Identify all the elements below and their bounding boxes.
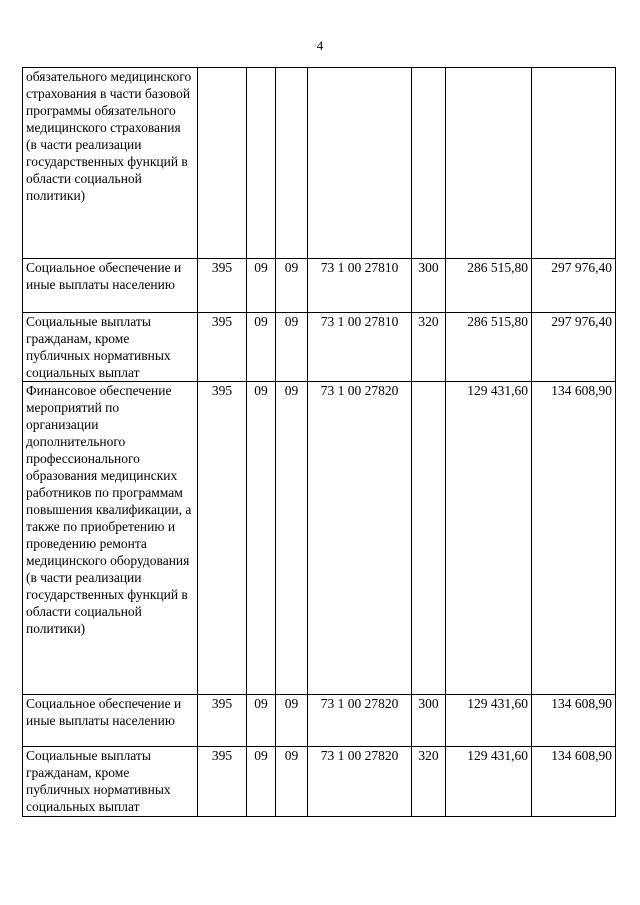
- target-article-cell: 73 1 00 27820: [308, 382, 412, 695]
- amount-year1-cell: 286 515,80: [446, 313, 532, 382]
- row-name-cell: Финансовое обеспечение мероприятий по организации дополнительного профессионального образования медицинских работников по программам повышения квалификации, а также по приобретению и проведению ремонта медицинского оборудования (в части реализации государственных функций в области социальной политики): [23, 382, 198, 695]
- section-code-cell: [247, 68, 276, 259]
- ministry-code-cell: 395: [198, 695, 247, 747]
- ministry-code-cell: 395: [198, 313, 247, 382]
- ministry-code-cell: [198, 68, 247, 259]
- row-name-cell: Социальные выплаты гражданам, кроме публичных нормативных социальных выплат: [23, 313, 198, 382]
- row-name-cell: Социальное обеспечение и иные выплаты населению: [23, 259, 198, 313]
- section-code-cell: 09: [247, 382, 276, 695]
- subsection-code-cell: 09: [276, 313, 308, 382]
- row-name-cell: обязательного медицинского страхования в части базовой программы обязательного медицинского страхования (в части реализации государственных функций в области социальной политики): [23, 68, 198, 259]
- expense-type-cell: [412, 68, 446, 259]
- amount-year1-cell: 129 431,60: [446, 747, 532, 817]
- table-row: [23, 259, 616, 313]
- subsection-code-cell: 09: [276, 382, 308, 695]
- page-number: 4: [316, 38, 324, 53]
- section-code-cell: 09: [247, 259, 276, 313]
- target-article-cell: 73 1 00 27810: [308, 259, 412, 313]
- table-row: [23, 382, 616, 695]
- subsection-code-cell: 09: [276, 747, 308, 817]
- section-code-cell: 09: [247, 313, 276, 382]
- table-row: [23, 747, 616, 817]
- expense-type-cell: 320: [412, 747, 446, 817]
- amount-year2-cell: 297 976,40: [532, 259, 616, 313]
- amount-year1-cell: 286 515,80: [446, 259, 532, 313]
- ministry-code-cell: 395: [198, 747, 247, 817]
- target-article-cell: 73 1 00 27820: [308, 695, 412, 747]
- subsection-code-cell: 09: [276, 695, 308, 747]
- subsection-code-cell: [276, 68, 308, 259]
- row-name-cell: Социальное обеспечение и иные выплаты населению: [23, 695, 198, 747]
- expense-type-cell: 300: [412, 259, 446, 313]
- ministry-code-cell: 395: [198, 382, 247, 695]
- amount-year2-cell: 134 608,90: [532, 695, 616, 747]
- section-code-cell: 09: [247, 695, 276, 747]
- target-article-cell: [308, 68, 412, 259]
- ministry-code-cell: 395: [198, 259, 247, 313]
- table-row: [23, 313, 616, 382]
- amount-year1-cell: 129 431,60: [446, 695, 532, 747]
- budget-table: [22, 67, 616, 817]
- amount-year2-cell: 134 608,90: [532, 382, 616, 695]
- amount-year2-cell: [532, 68, 616, 259]
- table-row: [23, 695, 616, 747]
- expense-type-cell: 320: [412, 313, 446, 382]
- table-row: [23, 68, 616, 259]
- section-code-cell: 09: [247, 747, 276, 817]
- subsection-code-cell: 09: [276, 259, 308, 313]
- expense-type-cell: 300: [412, 695, 446, 747]
- row-name-cell: Социальные выплаты гражданам, кроме публичных нормативных социальных выплат: [23, 747, 198, 817]
- amount-year2-cell: 134 608,90: [532, 747, 616, 817]
- amount-year1-cell: [446, 68, 532, 259]
- target-article-cell: 73 1 00 27820: [308, 747, 412, 817]
- amount-year1-cell: 129 431,60: [446, 382, 532, 695]
- expense-type-cell: [412, 382, 446, 695]
- amount-year2-cell: 297 976,40: [532, 313, 616, 382]
- target-article-cell: 73 1 00 27810: [308, 313, 412, 382]
